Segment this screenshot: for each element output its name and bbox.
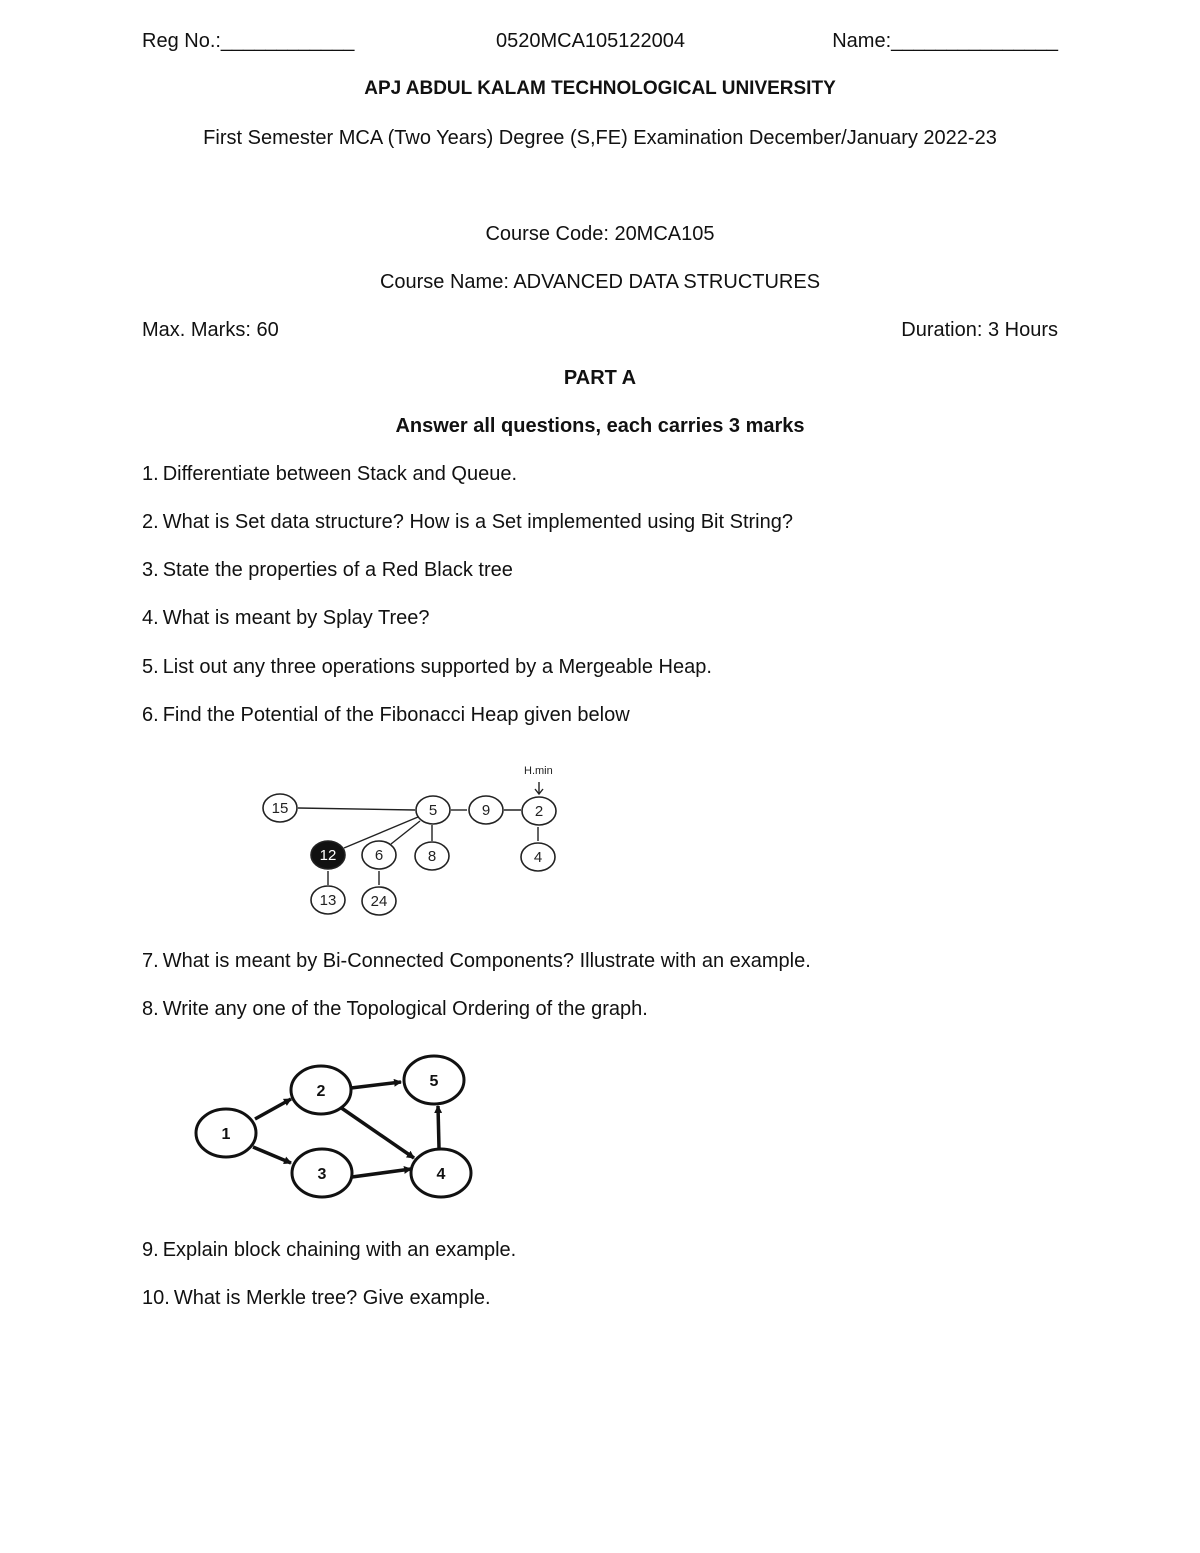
question-9 (142, 1239, 516, 1262)
question-number: 7. (142, 950, 159, 972)
question-text: Explain block chaining with an example. (162, 1239, 517, 1261)
course-code: Course Code: 20MCA105 (485, 223, 715, 245)
graph-node-label: 3 (317, 1166, 327, 1183)
graph-node-label: 1 (221, 1126, 231, 1143)
course-name: Course Name: ADVANCED DATA STRUCTURES (379, 271, 821, 293)
question-7 (142, 950, 811, 973)
question-text: Find the Potential of the Fibonacci Heap given below (162, 704, 630, 726)
question-number: 2. (142, 511, 159, 533)
question-number: 8. (142, 998, 159, 1020)
question-10 (142, 1287, 491, 1310)
heap-edge (391, 821, 420, 844)
question-number: 5. (142, 656, 159, 678)
instructions: Answer all questions, each carries 3 marks (395, 415, 805, 437)
graph-edge-4-5 (438, 1106, 439, 1148)
max-marks: Max. Marks: 60 (142, 319, 279, 341)
question-text: State the properties of a Red Black tree (162, 559, 513, 581)
heap-node-label: 6 (374, 847, 384, 864)
heap-node-label: 5 (428, 802, 438, 819)
question-number: 3. (142, 559, 159, 581)
registration-code: 0520MCA105122004 (496, 30, 686, 52)
exam-title: First Semester MCA (Two Years) Degree (S,FE) Examination December/January 2022-23 (203, 127, 997, 149)
university-title: APJ ABDUL KALAM TECHNOLOGICAL UNIVERSITY (364, 78, 836, 99)
heap-node-label: 8 (427, 848, 437, 865)
graph-edge-1-3 (253, 1147, 291, 1163)
graph-node-label: 4 (436, 1166, 446, 1183)
question-2 (142, 511, 793, 534)
duration: Duration: 3 Hours (901, 319, 1058, 341)
question-number: 1. (142, 463, 159, 485)
question-3 (142, 559, 513, 582)
question-text: What is Merkle tree? Give example. (173, 1287, 491, 1309)
graph-edge-2-4 (340, 1107, 414, 1158)
graph-edge-1-2 (255, 1099, 291, 1119)
fibonacci-heap-figure (250, 755, 600, 925)
question-4 (142, 607, 429, 630)
heap-node-label: 13 (319, 892, 337, 909)
question-text: Differentiate between Stack and Queue. (162, 463, 517, 485)
question-number: 6. (142, 704, 159, 726)
heap-node-label: 4 (533, 849, 543, 866)
graph-edge-3-4 (352, 1169, 411, 1177)
directed-graph-figure (140, 1040, 510, 1210)
graph-node-label: 2 (316, 1083, 326, 1100)
heap-edge (298, 808, 415, 810)
name-field: Name:_______________ (832, 30, 1058, 52)
question-8 (142, 998, 648, 1021)
heap-node-label: 9 (481, 802, 491, 819)
heap-node-label: 15 (271, 800, 289, 817)
question-5 (142, 656, 712, 679)
question-number: 4. (142, 607, 159, 629)
question-6 (142, 704, 630, 727)
hmin-label: H.min (524, 765, 553, 777)
question-number: 10. (142, 1287, 170, 1309)
question-text: Write any one of the Topological Ordering of the graph. (162, 998, 648, 1020)
question-text: What is meant by Splay Tree? (162, 607, 430, 629)
heap-node-label: 12 (319, 847, 337, 864)
question-text: What is Set data structure? How is a Set implemented using Bit String? (162, 511, 793, 533)
heap-node-label: 2 (534, 803, 544, 820)
reg-no-field: Reg No.:____________ (142, 30, 355, 52)
question-number: 9. (142, 1239, 159, 1261)
question-text: List out any three operations supported by a Mergeable Heap. (162, 656, 712, 678)
heap-node-label: 24 (370, 893, 388, 910)
question-1 (142, 463, 517, 486)
graph-node-label: 5 (429, 1073, 439, 1090)
graph-edge-2-5 (351, 1082, 401, 1088)
question-text: What is meant by Bi-Connected Components? Illustrate with an example. (162, 950, 811, 972)
part-heading: PART A (563, 367, 637, 389)
